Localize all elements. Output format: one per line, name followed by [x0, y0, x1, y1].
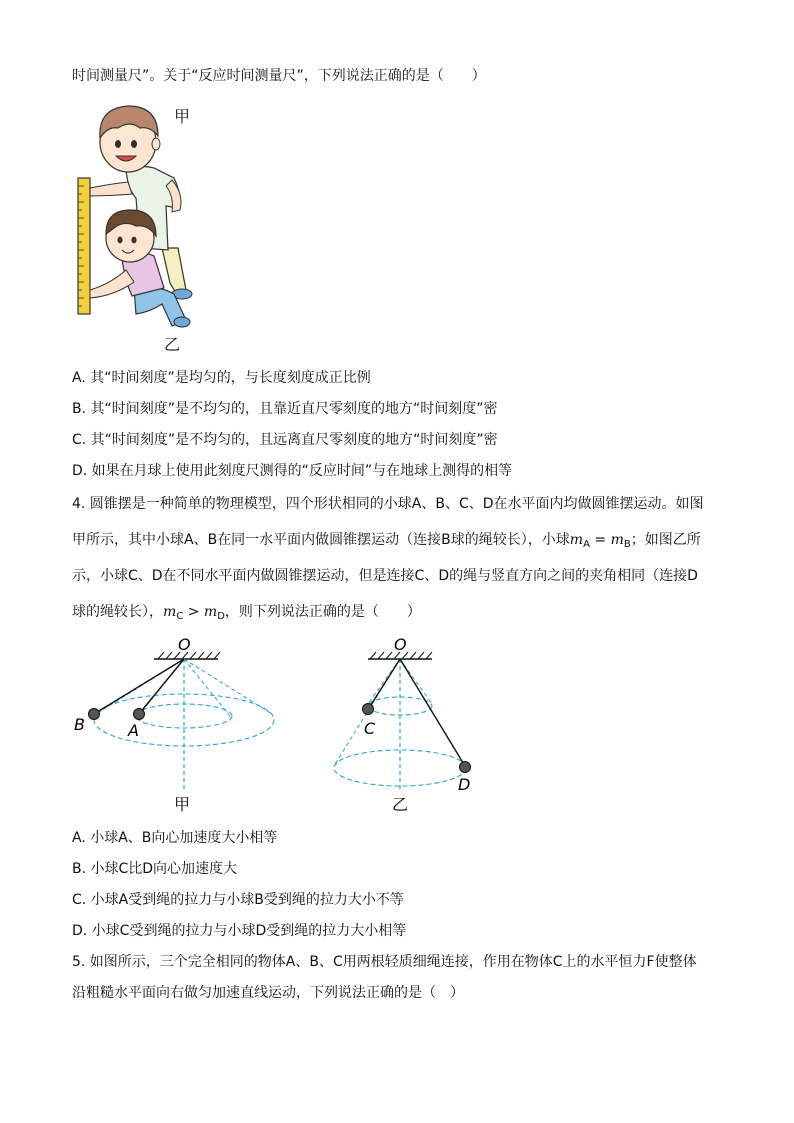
caption-yi: 乙 [392, 795, 409, 814]
q4-stem-line-2: 甲所示，其中小球A、B在同一水平面内做圆锥摆运动（连接B球的绳较长），小球$m_A = m_B$；如图乙所 [72, 532, 701, 550]
q3-option-b: B. 其“时间刻度”是不均匀的，且靠近直尺零刻度的地方“时间刻度”密 [72, 401, 498, 417]
q4-option-d: D. 小球C受到绳的拉力与小球D受到绳的拉力大小相等 [72, 923, 407, 939]
q4-option-a: A. 小球A、B向心加速度大小相等 [72, 830, 278, 846]
q3-stem-tail: 时间测量尺”。关于“反应时间测量尺”，下列说法正确的是（ ） [72, 68, 486, 84]
q4-option-c: C. 小球A受到绳的拉力与小球B受到绳的拉力大小不等 [72, 892, 404, 908]
q3-option-c: C. 其“时间刻度”是不均匀的，且远离直尺零刻度的地方“时间刻度”密 [72, 432, 498, 448]
q3-figure [70, 98, 210, 358]
q3-option-a: A. 其“时间刻度”是均匀的，与长度刻度成正比例 [72, 370, 371, 386]
label-o-yi: O [394, 635, 407, 654]
caption-jia: 甲 [174, 795, 191, 814]
ruler-illustration [78, 178, 90, 314]
q4-stem-line-4: 球的绳较长），$m_C > m_D$，则下列说法正确的是（ ） [72, 604, 421, 622]
label-yi: 乙 [164, 335, 181, 354]
label-o-jia: O [178, 635, 191, 654]
label-b: B [74, 715, 85, 734]
q5-stem-line-1: 5. 如图所示，三个完全相同的物体A、B、C用两根轻质细绳连接，作用在物体C上的水平恒力F使整体 [72, 954, 697, 970]
label-d: D [458, 775, 471, 794]
q4-stem-line-1: 4. 圆锥摆是一种简单的物理模型，四个形状相同的小球A、B、C、D在水平面内均做圆锥摆运动。如图 [72, 496, 704, 512]
q4-option-b: B. 小球C比D向心加速度大 [72, 861, 238, 877]
q5-stem-line-2: 沿粗糙水平面向右做匀加速直线运动，下列说法正确的是（ ） [72, 985, 464, 1001]
q4-figure-jia [70, 632, 280, 822]
label-a: A [128, 721, 139, 740]
q4-stem-line-3: 示，小球C、D在不同水平面内做圆锥摆运动，但是连接C、D的绳与竖直方向之间的夹角相同（连接D [72, 568, 698, 584]
label-c: C [364, 719, 376, 738]
q3-option-d: D. 如果在月球上使用此刻度尺测得的“反应时间”与在地球上测得的相等 [72, 463, 513, 479]
q4-figure-yi [326, 632, 486, 822]
label-jia: 甲 [174, 107, 191, 126]
